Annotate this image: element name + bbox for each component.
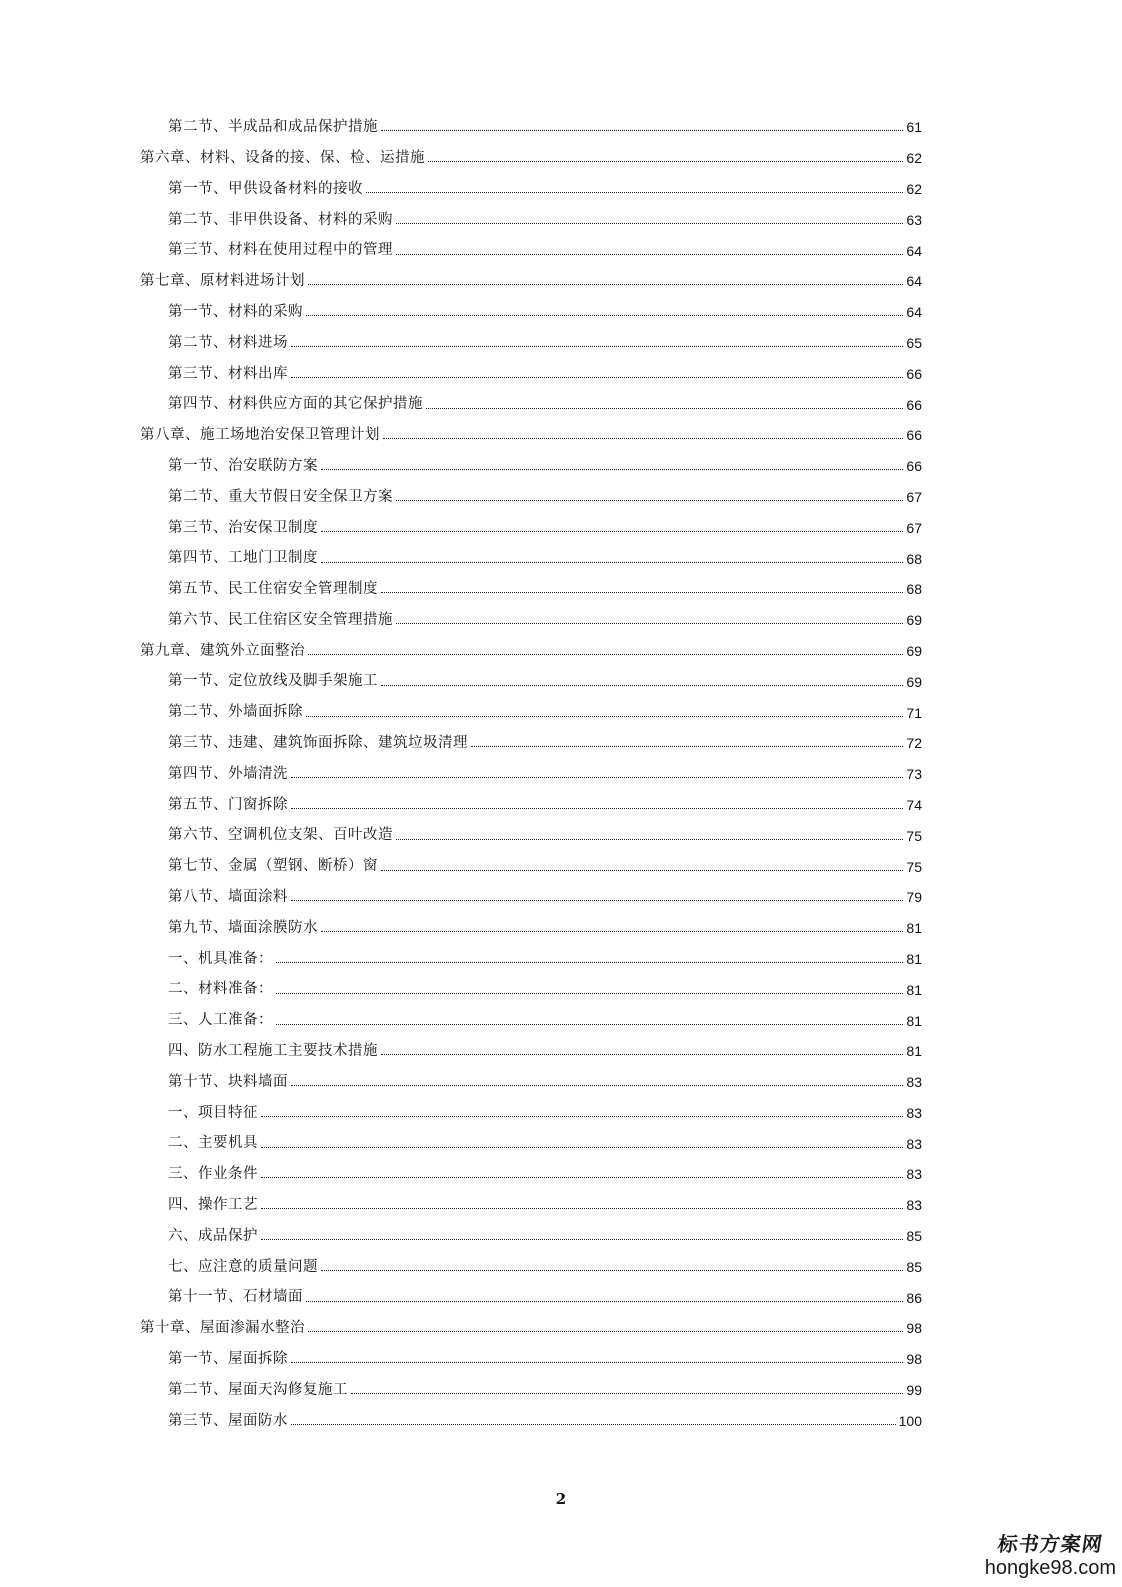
toc-entry-title: 一、机具准备： xyxy=(168,950,273,967)
toc-section-entry[interactable] xyxy=(140,543,922,574)
toc-entry-title: 一、项目特征 xyxy=(168,1104,258,1121)
toc-entry-page: 98 xyxy=(906,1351,922,1368)
toc-entry-title: 第九节、墙面涂膜防水 xyxy=(168,919,318,936)
toc-dot-leader xyxy=(306,1300,903,1302)
toc-dot-leader xyxy=(381,684,903,686)
toc-entry-page: 63 xyxy=(906,211,922,228)
toc-section-entry[interactable] xyxy=(140,759,922,790)
toc-entry-page: 85 xyxy=(906,1228,922,1245)
toc-dot-leader xyxy=(321,468,903,470)
toc-dot-leader xyxy=(366,191,903,193)
toc-section-entry[interactable] xyxy=(140,1128,922,1159)
toc-dot-leader xyxy=(381,591,903,593)
toc-entry-page: 81 xyxy=(906,981,922,998)
toc-section-entry[interactable] xyxy=(140,451,922,482)
toc-entry-page: 62 xyxy=(906,180,922,197)
toc-chapter-entry[interactable] xyxy=(140,1313,922,1344)
toc-section-entry[interactable] xyxy=(140,913,922,944)
toc-entry-page: 61 xyxy=(906,119,922,136)
toc-entry-title: 第三节、违建、建筑饰面拆除、建筑垃圾清理 xyxy=(168,735,468,752)
toc-entry-title: 第九章、建筑外立面整治 xyxy=(140,642,305,659)
toc-section-entry[interactable] xyxy=(140,790,922,821)
toc-dot-leader xyxy=(396,838,903,840)
toc-entry-page: 83 xyxy=(906,1166,922,1183)
toc-entry-page: 68 xyxy=(906,581,922,598)
toc-entry-page: 64 xyxy=(906,304,922,321)
toc-dot-leader xyxy=(381,869,903,871)
toc-section-entry[interactable] xyxy=(140,666,922,697)
toc-entry-title: 二、材料准备： xyxy=(168,981,273,998)
toc-section-entry[interactable] xyxy=(140,389,922,420)
toc-section-entry[interactable] xyxy=(140,328,922,359)
toc-section-entry[interactable] xyxy=(140,1405,922,1436)
toc-entry-page: 83 xyxy=(906,1135,922,1152)
toc-entry-title: 七、应注意的质量问题 xyxy=(168,1258,318,1275)
toc-section-entry[interactable] xyxy=(140,1005,922,1036)
toc-section-entry[interactable] xyxy=(140,204,922,235)
toc-dot-leader xyxy=(261,1176,903,1178)
toc-section-entry[interactable] xyxy=(140,1251,922,1282)
toc-dot-leader xyxy=(261,1207,903,1209)
toc-entry-title: 六、成品保护 xyxy=(168,1227,258,1244)
toc-entry-page: 71 xyxy=(906,704,922,721)
toc-dot-leader xyxy=(383,437,903,439)
toc-section-entry[interactable] xyxy=(140,851,922,882)
toc-chapter-entry[interactable] xyxy=(140,143,922,174)
toc-entry-title: 第二节、非甲供设备、材料的采购 xyxy=(168,211,393,228)
toc-entry-page: 67 xyxy=(906,488,922,505)
toc-dot-leader xyxy=(276,992,903,994)
toc-entry-page: 72 xyxy=(906,735,922,752)
toc-section-entry[interactable] xyxy=(140,1159,922,1190)
toc-dot-leader xyxy=(276,961,903,963)
toc-entry-title: 第二节、材料进场 xyxy=(168,334,288,351)
toc-section-entry[interactable] xyxy=(140,482,922,513)
toc-dot-leader xyxy=(428,160,903,162)
toc-section-entry[interactable] xyxy=(140,512,922,543)
toc-dot-leader xyxy=(396,222,903,224)
toc-entry-page: 66 xyxy=(906,458,922,475)
toc-section-entry[interactable] xyxy=(140,1098,922,1129)
toc-entry-title: 第二节、重大节假日安全保卫方案 xyxy=(168,488,393,505)
watermark-title: 标书方案网 xyxy=(995,1532,1105,1556)
toc-entry-title: 第三节、材料出库 xyxy=(168,365,288,382)
toc-entry-page: 64 xyxy=(906,273,922,290)
toc-section-entry[interactable] xyxy=(140,1221,922,1252)
toc-dot-leader xyxy=(291,345,903,347)
watermark xyxy=(985,1528,1116,1579)
toc-entry-title: 第三节、屋面防水 xyxy=(168,1412,288,1429)
toc-section-entry[interactable] xyxy=(140,944,922,975)
toc-dot-leader xyxy=(291,807,903,809)
toc-dot-leader xyxy=(291,1084,903,1086)
toc-section-entry[interactable] xyxy=(140,1036,922,1067)
toc-entry-title: 第三节、材料在使用过程中的管理 xyxy=(168,242,393,259)
toc-entry-page: 81 xyxy=(906,920,922,937)
toc-dot-leader xyxy=(396,622,903,624)
toc-entry-page: 66 xyxy=(906,396,922,413)
toc-entry-title: 第八节、墙面涂料 xyxy=(168,889,288,906)
toc-entry-page: 81 xyxy=(906,1012,922,1029)
toc-dot-leader xyxy=(306,314,903,316)
toc-entry-page: 85 xyxy=(906,1258,922,1275)
toc-section-entry[interactable] xyxy=(140,882,922,913)
toc-entry-page: 86 xyxy=(906,1289,922,1306)
page-number: 2 xyxy=(555,1490,567,1508)
toc-dot-leader xyxy=(471,745,903,747)
toc-entry-page: 75 xyxy=(906,827,922,844)
toc-dot-leader xyxy=(426,407,903,409)
toc-section-entry[interactable] xyxy=(140,297,922,328)
toc-section-entry[interactable] xyxy=(140,974,922,1005)
toc-entry-title: 第十一节、石材墙面 xyxy=(168,1289,303,1306)
toc-entry-page: 98 xyxy=(906,1320,922,1337)
toc-section-entry[interactable] xyxy=(140,1190,922,1221)
toc-entry-page: 66 xyxy=(906,427,922,444)
toc-entry-page: 83 xyxy=(906,1197,922,1214)
toc-entry-page: 64 xyxy=(906,242,922,259)
toc-entry-page: 83 xyxy=(906,1104,922,1121)
toc-dot-leader xyxy=(276,1023,903,1025)
toc-chapter-entry[interactable] xyxy=(140,636,922,667)
toc-dot-leader xyxy=(321,530,903,532)
toc-dot-leader xyxy=(321,930,903,932)
toc-entry-title: 第二节、半成品和成品保护措施 xyxy=(168,119,378,136)
toc-dot-leader xyxy=(291,899,903,901)
toc-entry-title: 第六章、材料、设备的接、保、检、运措施 xyxy=(140,149,425,166)
toc-dot-leader xyxy=(381,129,903,131)
toc-dot-leader xyxy=(396,253,903,255)
toc-dot-leader xyxy=(261,1238,903,1240)
toc-entry-title: 第七章、原材料进场计划 xyxy=(140,273,305,290)
toc-dot-leader xyxy=(291,1423,896,1425)
toc-entry-title: 第十节、块料墙面 xyxy=(168,1073,288,1090)
toc-entry-title: 第一节、定位放线及脚手架施工 xyxy=(168,673,378,690)
toc-entry-page: 74 xyxy=(906,796,922,813)
toc-entry-title: 第一节、甲供设备材料的接收 xyxy=(168,180,363,197)
toc-section-entry[interactable] xyxy=(140,1067,922,1098)
toc-dot-leader xyxy=(381,1053,903,1055)
toc-section-entry[interactable] xyxy=(140,574,922,605)
toc-entry-page: 65 xyxy=(906,334,922,351)
toc-entry-title: 第一节、材料的采购 xyxy=(168,303,303,320)
toc-entry-page: 75 xyxy=(906,858,922,875)
toc-entry-page: 69 xyxy=(906,612,922,629)
toc-entry-page: 99 xyxy=(906,1382,922,1399)
toc-dot-leader xyxy=(308,283,903,285)
toc-dot-leader xyxy=(306,715,903,717)
toc-entry-title: 三、人工准备： xyxy=(168,1012,273,1029)
toc-entry-title: 第一节、屋面拆除 xyxy=(168,1351,288,1368)
toc-section-entry[interactable] xyxy=(140,358,922,389)
toc-entry-page: 66 xyxy=(906,365,922,382)
toc-dot-leader xyxy=(291,1361,903,1363)
toc-entry-page: 68 xyxy=(906,550,922,567)
toc-entry-title: 第一节、治安联防方案 xyxy=(168,457,318,474)
toc-dot-leader xyxy=(321,1269,903,1271)
toc-dot-leader xyxy=(321,561,903,563)
toc-section-entry[interactable] xyxy=(140,697,922,728)
toc-section-entry[interactable] xyxy=(140,728,922,759)
toc-dot-leader xyxy=(261,1115,903,1117)
toc-entry-title: 第七节、金属（塑钢、断桥）窗 xyxy=(168,858,378,875)
toc-entry-title: 第二节、屋面天沟修复施工 xyxy=(168,1381,348,1398)
watermark-url: hongke98.com xyxy=(984,1557,1116,1579)
toc-entry-title: 三、作业条件 xyxy=(168,1166,258,1183)
toc-entry-title: 第五节、门窗拆除 xyxy=(168,796,288,813)
toc-section-entry[interactable] xyxy=(140,605,922,636)
toc-entry-page: 67 xyxy=(906,519,922,536)
toc-entry-title: 第十章、屋面渗漏水整治 xyxy=(140,1320,305,1337)
toc-entry-title: 第八章、施工场地治安保卫管理计划 xyxy=(140,427,380,444)
toc-entry-page: 73 xyxy=(906,766,922,783)
toc-entry-page: 83 xyxy=(906,1074,922,1091)
toc-section-entry[interactable] xyxy=(140,1282,922,1313)
toc-dot-leader xyxy=(261,1146,903,1148)
toc-entry-title: 第三节、治安保卫制度 xyxy=(168,519,318,536)
toc-section-entry[interactable] xyxy=(140,174,922,205)
toc-entry-page: 81 xyxy=(906,1043,922,1060)
toc-section-entry[interactable] xyxy=(140,235,922,266)
toc-chapter-entry[interactable] xyxy=(140,266,922,297)
toc-entry-title: 四、操作工艺 xyxy=(168,1197,258,1214)
toc-dot-leader xyxy=(308,653,903,655)
toc-dot-leader xyxy=(291,776,903,778)
toc-entry-page: 62 xyxy=(906,150,922,167)
toc-section-entry[interactable] xyxy=(140,112,922,143)
toc-entry-title: 第四节、材料供应方面的其它保护措施 xyxy=(168,396,423,413)
toc-entry-title: 第二节、外墙面拆除 xyxy=(168,704,303,721)
toc-entry-page: 81 xyxy=(906,950,922,967)
toc-section-entry[interactable] xyxy=(140,1344,922,1375)
toc-entry-page: 100 xyxy=(898,1412,922,1429)
toc-entry-title: 第四节、工地门卫制度 xyxy=(168,550,318,567)
toc-section-entry[interactable] xyxy=(140,820,922,851)
toc-entry-title: 第四节、外墙清洗 xyxy=(168,765,288,782)
toc-entry-title: 四、防水工程施工主要技术措施 xyxy=(168,1043,378,1060)
toc-entry-page: 69 xyxy=(906,673,922,690)
toc-dot-leader xyxy=(291,376,903,378)
toc-section-entry[interactable] xyxy=(140,1375,922,1406)
toc-entry-title: 第六节、空调机位支架、百叶改造 xyxy=(168,827,393,844)
toc-entry-page: 79 xyxy=(906,889,922,906)
toc-entry-title: 第六节、民工住宿区安全管理措施 xyxy=(168,611,393,628)
toc-entry-page: 69 xyxy=(906,642,922,659)
toc-entry-title: 第五节、民工住宿安全管理制度 xyxy=(168,581,378,598)
toc-dot-leader xyxy=(308,1330,903,1332)
toc-dot-leader xyxy=(396,499,903,501)
toc-chapter-entry[interactable] xyxy=(140,420,922,451)
toc-dot-leader xyxy=(351,1392,903,1394)
toc-entry-title: 二、主要机具 xyxy=(168,1135,258,1152)
table-of-contents xyxy=(140,112,922,1436)
